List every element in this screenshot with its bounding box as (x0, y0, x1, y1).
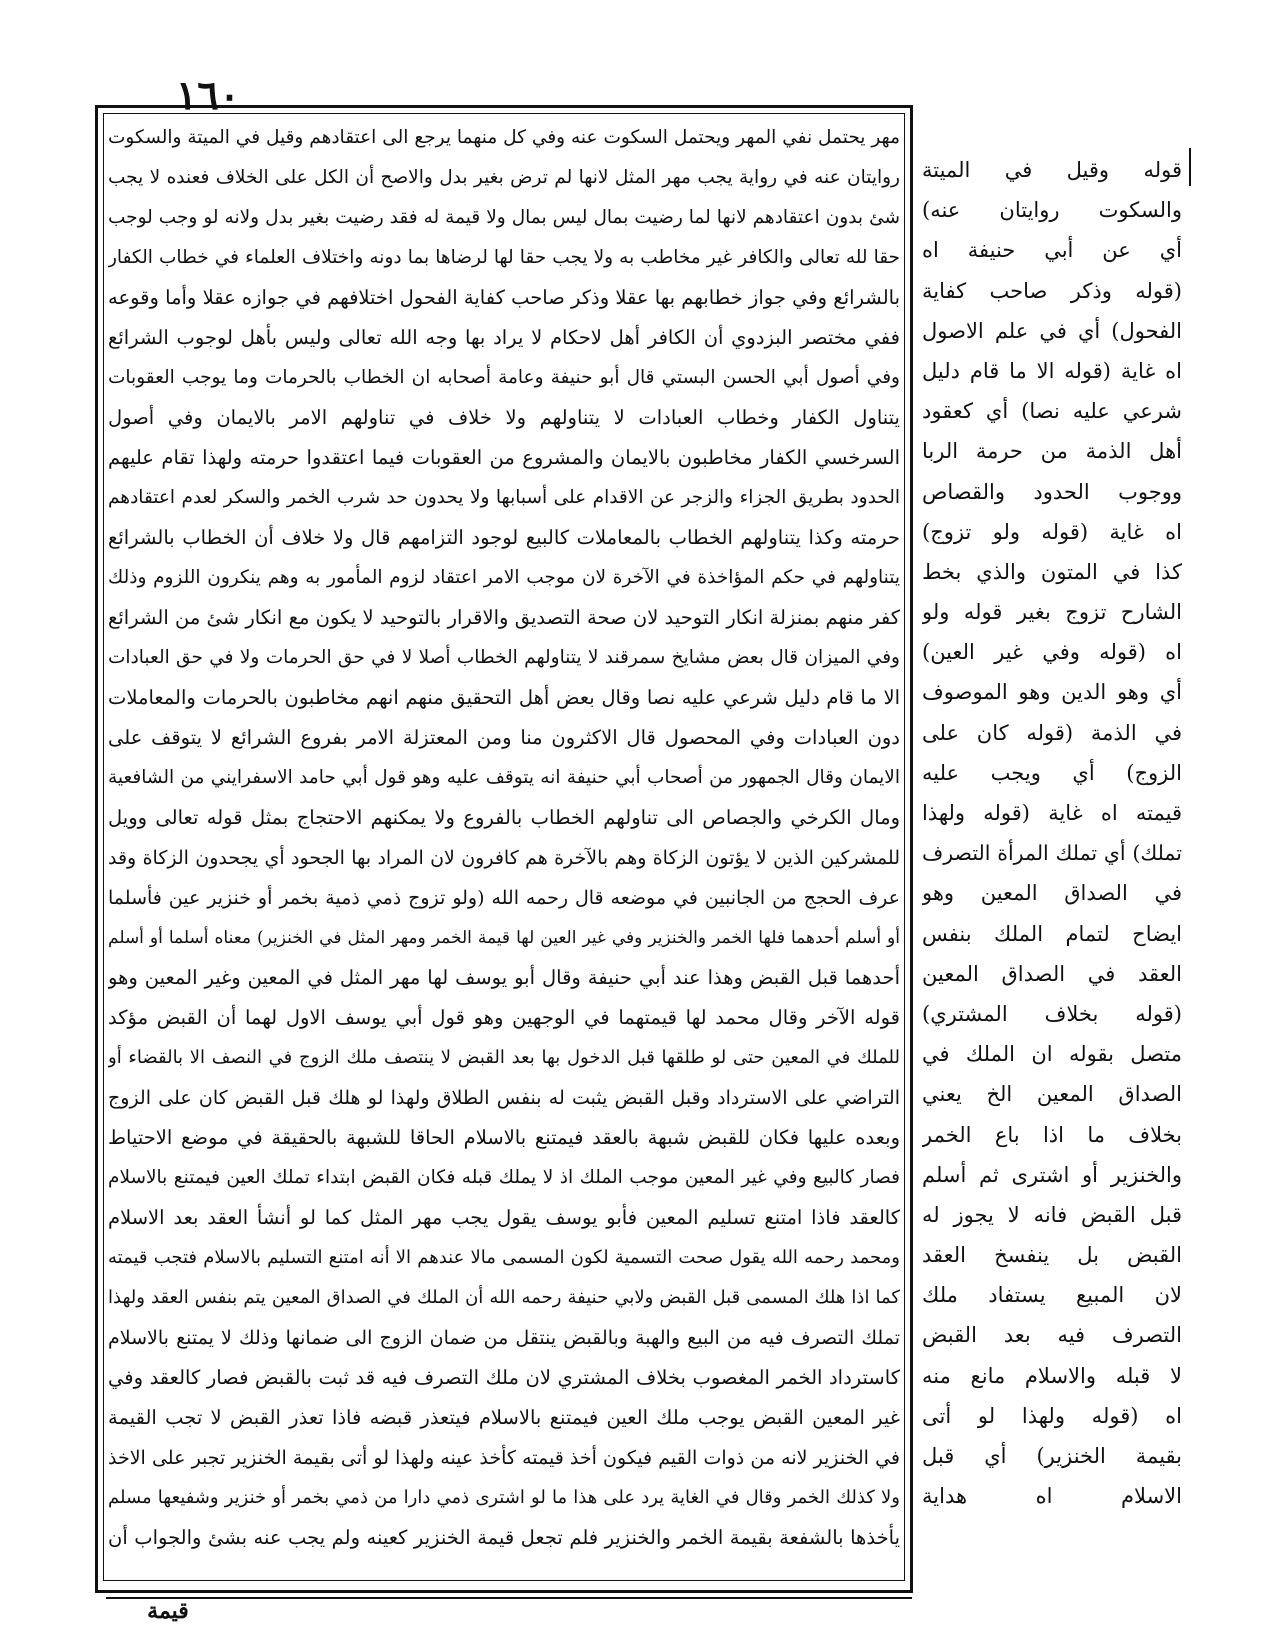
bottom-rule (106, 1597, 912, 1599)
margin-note-line: الشارح تزوج بغير قوله ولو (922, 600, 1182, 625)
margin-note-line: شرعي عليه نصا) أي كعقود (922, 399, 1182, 424)
margin-note-line: لان المبيع يستفاد ملك (922, 1283, 1182, 1308)
margin-note-line: القبض بل ينفسخ العقد (922, 1243, 1182, 1268)
margin-note-line: متصل بقوله ان الملك في (922, 1042, 1182, 1067)
main-text-block (108, 118, 900, 1558)
margin-note-line: والسكوت روايتان عنه) (922, 198, 1182, 223)
margin-note-line: لا قبله والاسلام مانع منه (922, 1363, 1182, 1388)
main-text-line: ومحمد رحمه الله يقول صحت التسمية لكون المسمى مالا عندهم الا أنه امتنع التسليم بالاسلام فتجب قيمته (108, 1247, 900, 1268)
margin-note-line: تملك) أي تملك المرأة التصرف (922, 841, 1182, 866)
margin-note-line: الاسلام اه هداية (922, 1484, 1182, 1509)
main-text-line: وبعده عليها فكان للقبض شبهة بالعقد فيمتنع بالاسلام الحاقا للشبهة بالحقيقة في موضع الاحتياط (108, 1126, 900, 1149)
margin-note-line: في الصداق المعين وهو (922, 881, 1182, 906)
main-text-line: روايتان عنه في رواية يجب مهر المثل لانها لم ترض بغير بدل والاصح أن الكل على الخلاف فعنده لا يجب (108, 167, 900, 188)
margin-note-line: بخلاف ما اذا باع الخمر (922, 1122, 1182, 1147)
main-text-line: يتناول الكفار وخطاب العبادات لا يتناولهم ولا خلاف في تناولهم الامر بالايمان وفي أصول (108, 406, 900, 429)
main-text-line: قوله الآخر وقال محمد لها قيمتهما في الوجهين وهو قول أبي يوسف الاول لهما أن القبض مؤكد (108, 1006, 900, 1029)
margin-note-line: ايضاح لتمام الملك بنفس (922, 921, 1182, 946)
margin-note-line: التصرف فيه بعد القبض (922, 1323, 1182, 1348)
main-text-line: كما اذا هلك المسمى قبل القبض ولابي حنيفة رحمه الله أن الملك في الصداق المعين يتم بنفس العقد ولهذا (108, 1287, 900, 1308)
main-text-line: غير المعين القبض يوجب ملك العين فيمتنع بالاسلام فيتعذر قبضه فاذا تعذر القبض لا تجب القيمة (108, 1406, 900, 1429)
main-text-line: للملك في المعين حتى لو طلقها قبل الدخول بها بعد القبض لا ينتصف ملك الزوج في النصف الا بالقضاء أو (108, 1047, 900, 1068)
main-text-line: التراضي على الاسترداد وقبل القبض يثبت له بنفس الطلاق ولهذا لو هلك قبل القبض كان على الزوج (108, 1087, 900, 1109)
margin-note-line: في الذمة (قوله كان على (922, 720, 1182, 745)
margin-note-line: العقد في الصداق المعين (922, 961, 1182, 986)
main-text-line: حرمته وكذا يتناولهم الخطاب بالمعاملات كالبيع لوجود التزامهم قال ولا خلاف أن الخطاب بالشرائع (108, 526, 900, 549)
page-number: ١٦٠ (175, 72, 241, 119)
main-text-line: فصار كالبيع وفي غير المعين موجب الملك اذ لا يملك قبله فكان القبض ابتداء تملك العين فيمتنع بالاسلام (108, 1167, 900, 1188)
margin-note-line: أهل الذمة من حرمة الربا (922, 439, 1182, 464)
margin-note-line: بقيمة الخنزير) أي قبل (922, 1444, 1182, 1468)
main-text-line: ومال الكرخي والجصاص الى تناولهم الخطاب بالفروع ولا يمكنهم الاحتجاج بمثل قوله تعالى وويل (108, 806, 900, 829)
margin-note-line: (قوله بخلاف المشتري) (922, 1001, 1182, 1026)
main-text-line: حقا لله تعالى والكافر غير مخاطب به ولا يجب حقا لها لرضاها بما دونه واختلاف العلماء في خطاب الكفار (108, 247, 900, 268)
margin-note-line: أي عن أبي حنيفة اه (922, 238, 1182, 263)
main-text-line: ولا كذلك الخمر وقال في الغاية يرد على هذا ما لو اشترى ذمي دارا من ذمي بخمر أو خنزير وشفيعها مسلم (108, 1487, 900, 1508)
margin-note-line: الزوج) أي ويجب عليه (922, 760, 1182, 785)
main-text-line: السرخسي الكفار مخاطبون بالايمان والمشروع من العقوبات فيما اعتقدوا حرمته ولهذا تقام عليهم (108, 446, 900, 469)
main-text-line: مهر يحتمل نفي المهر ويحتمل السكوت عنه وفي كل منهما يرجع الى اعتقادهم وقيل في الميتة والسكوت (108, 127, 900, 148)
main-text-line: كالعقد فاذا امتنع تسليم المعين فأبو يوسف يقول يجب مهر المثل كما لو أنشأ العقد بعد الاسلام (108, 1206, 900, 1229)
main-text-line: وفي الميزان قال بعض مشايخ سمرقند لا يتناولهم الخطاب أصلا لا في حق الحرمات ولا في حق العبادات (108, 647, 900, 668)
main-text-line: ففي مختصر البزدوي أن الكافر أهل لاحكام لا يراد بها وجه الله تعالى وليس بأهل لوجوب الشرائع (108, 326, 900, 349)
margin-note-line: (قوله وذكر صاحب كفاية (922, 278, 1182, 303)
main-text-line: الحدود بطريق الجزاء والزجر عن الاقدام على أسبابها ولا يحدون حد شرب الخمر والسكر لعدم اعتقادهم (108, 487, 900, 508)
main-text-line: عرف الحجج من الجانبين في موضعه قال رحمه الله (ولو تزوج ذمي ذمية بخمر أو خنزير عين فأسلما (108, 887, 900, 909)
main-text-line: أو أسلم أحدهما فلها الخمر والخنزير وفي غير العين لها قيمة الخمر ومهر المثل في الخنزير) معناه أسلما أو أسلم (108, 928, 900, 948)
main-text-line: يتناولهم في حكم المؤاخذة في الآخرة لان موجب الامر اعتقاد لزوم المأمور به وهم ينكرون اللزوم وذلك (108, 567, 900, 588)
margin-bracket (1183, 148, 1191, 186)
main-text-line: الايمان وقال الجمهور من أصحاب أبي حنيفة انه يتوقف عليه وهو قول أبي حامد الاسفرايني من الشافعية (108, 767, 900, 788)
main-text-line: يأخذها بالشفعة بقيمة الخمر والخنزير فلم تجعل قيمة الخنزير كعينه ولم يجب عنه بشئ والجواب أن (108, 1526, 900, 1549)
margin-note-line: الفحول) أي في علم الاصول (922, 318, 1182, 343)
main-text-line: في الخنزير لانه من ذوات القيم فيكون أخذ قيمته كأخذ عينه ولهذا لو أتى بقيمة الخنزير تجبر على الاخذ (108, 1447, 900, 1469)
margin-note-line: اه (قوله وفي غير العين) (922, 640, 1182, 665)
margin-note-line: كذا في المتون والذي بخط (922, 559, 1182, 584)
main-text-line: وفي أصول أبي الحسن البستي قال أبو حنيفة وعامة أصحابه ان الخطاب بالحرمات وما يوجب العقوبات (108, 367, 900, 388)
main-text-line: الا ما قام دليل شرعي عليه نصا وقال بعض أهل التحقيق منهم انهم مخاطبون بالحرمات والمعاملات (108, 686, 900, 709)
margin-note-line: قبل القبض فانه لا يجوز له (922, 1202, 1182, 1227)
main-text-line: تملك التصرف فيه من البيع والهبة وبالقبض ينتقل من ضمان الزوج الى ضمانها وذلك لا يمتنع بالاسلام (108, 1327, 900, 1349)
main-text-line: أحدهما قبل القبض وهذا عند أبي حنيفة وقال أبو يوسف لها مهر المثل في المعين وغير المعين وهو (108, 966, 900, 989)
main-text-line: كاسترداد الخمر المغصوب بخلاف المشتري لان ملك التصرف فيه قد ثبت بالقبض فصار كالعقد وفي (108, 1366, 900, 1389)
margin-note-line: أي وهو الدين وهو الموصوف (922, 680, 1182, 705)
margin-note-line: ووجوب الحدود والقصاص (922, 479, 1182, 504)
margin-note-line: اه غاية (قوله الا ما قام دليل (922, 358, 1182, 383)
catchword: قيمة (147, 1598, 189, 1624)
margin-note-line: اه (قوله ولهذا لو أتى (922, 1403, 1182, 1428)
margin-commentary (922, 150, 1182, 1516)
margin-note-line: والخنزير أو اشترى ثم أسلم (922, 1162, 1182, 1187)
main-text-line: شئ بدون اعتقادهم لانها لما رضيت بمال ليس بمال ولا قيمة له فقد رضيت بغير بدل ولانه لو وجب لوجب (108, 207, 900, 228)
main-text-line: للمشركين الذين لا يؤتون الزكاة وهم بالآخرة هم كافرون لان المراد بها الجحود أي يجحدون الزكاة وقد (108, 847, 900, 869)
main-text-line: كفر منهم بمنزلة انكار التوحيد لان صحة التصديق والاقرار بالتوحيد لا يكون مع انكار شئ من الشرائع (108, 606, 900, 629)
main-text-line: بالشرائع وفي جواز خطابهم بها عقلا وذكر صاحب كفاية الفحول اختلافهم في جوازه عقلا وأما وقوعه (108, 286, 900, 309)
margin-note-line: قوله وقيل في الميتة (922, 158, 1182, 182)
margin-note-line: اه غاية (قوله ولو تزوج) (922, 519, 1182, 544)
margin-note-line: قيمته اه غاية (قوله ولهذا (922, 801, 1182, 825)
margin-note-line: الصداق المعين الخ يعني (922, 1082, 1182, 1107)
main-text-line: دون العبادات وفي المحصول قال الاكثرون منا ومن المعتزلة الامر بفروع الشرائع لا يتوقف على (108, 726, 900, 749)
